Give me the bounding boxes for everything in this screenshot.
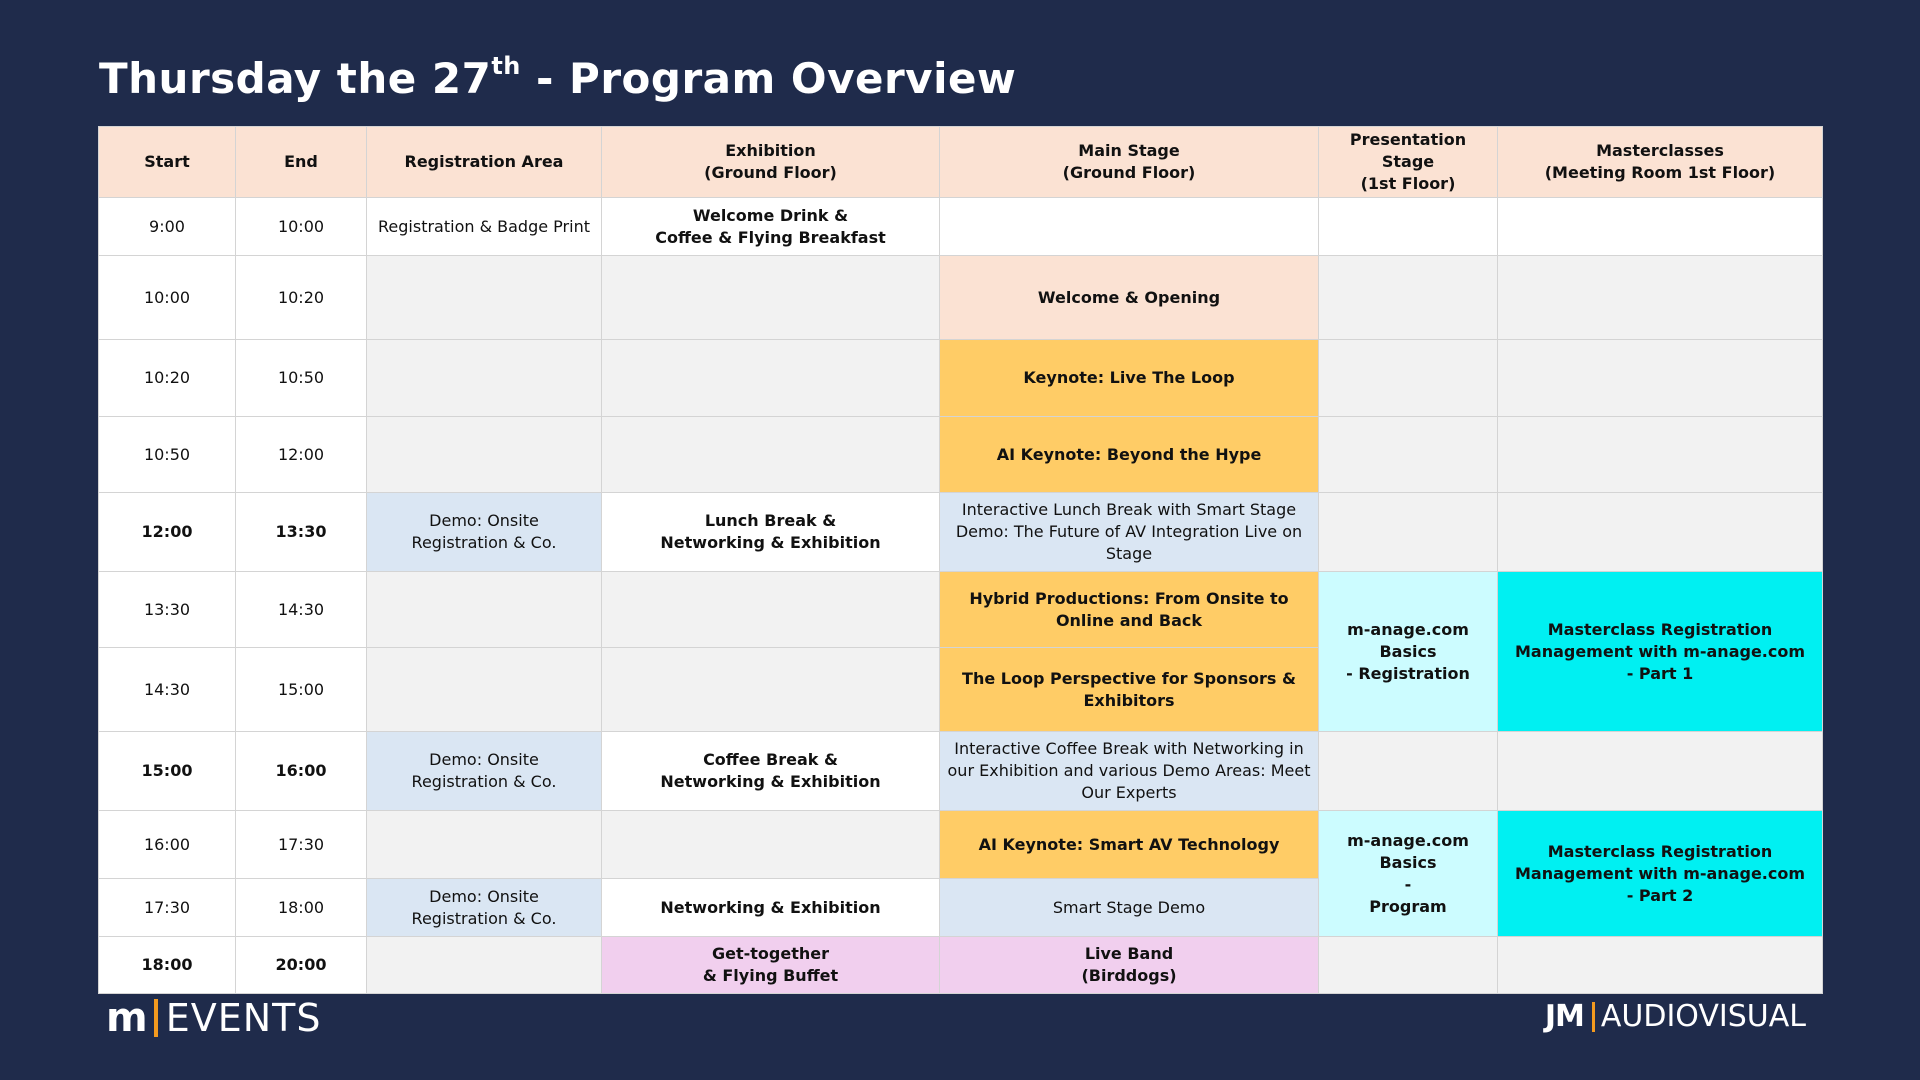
logo-mark-jm: JM <box>1544 999 1584 1034</box>
exhibition-cell <box>602 340 940 417</box>
exhibition-cell <box>602 256 940 340</box>
registration-cell <box>367 340 602 417</box>
exhibition-cell <box>602 648 940 732</box>
header-presentation-stage: Presentation Stage (1st Floor) <box>1319 127 1498 198</box>
start-time: 17:30 <box>99 879 236 937</box>
start-time: 10:00 <box>99 256 236 340</box>
table-row <box>99 417 1823 493</box>
exhibition-cell <box>602 811 940 879</box>
start-time: 18:00 <box>99 937 236 994</box>
page-title <box>99 54 1016 103</box>
masterclass-cell <box>1498 256 1823 340</box>
exhibition-cell <box>602 417 940 493</box>
masterclass-cell <box>1498 937 1823 994</box>
main-stage-cell: The Loop Perspective for Sponsors & Exhibitors <box>940 648 1319 732</box>
table-row <box>99 572 1823 648</box>
end-time: 13:30 <box>236 493 367 572</box>
start-time: 13:30 <box>99 572 236 648</box>
start-time: 15:00 <box>99 732 236 811</box>
table-row <box>99 340 1823 417</box>
main-stage-cell: AI Keynote: Beyond the Hype <box>940 417 1319 493</box>
masterclass-cell <box>1498 732 1823 811</box>
end-time: 10:20 <box>236 256 367 340</box>
end-time: 20:00 <box>236 937 367 994</box>
table-row <box>99 256 1823 340</box>
main-stage-cell: Keynote: Live The Loop <box>940 340 1319 417</box>
table-row <box>99 937 1823 994</box>
start-time: 12:00 <box>99 493 236 572</box>
end-time: 10:50 <box>236 340 367 417</box>
exhibition-cell: Lunch Break & Networking & Exhibition <box>602 493 940 572</box>
registration-cell <box>367 417 602 493</box>
table-row <box>99 732 1823 811</box>
start-time: 10:20 <box>99 340 236 417</box>
main-stage-cell: Hybrid Productions: From Onsite to Online and Back <box>940 572 1319 648</box>
main-stage-cell: Interactive Lunch Break with Smart Stage Demo: The Future of AV Integration Live on Stage <box>940 493 1319 572</box>
main-stage-cell: Welcome & Opening <box>940 256 1319 340</box>
presentation-cell <box>1319 340 1498 417</box>
masterclass-cell: Masterclass Registration Management with m-anage.com - Part 2 <box>1498 811 1823 937</box>
presentation-cell: m-anage.com Basics - Registration <box>1319 572 1498 732</box>
main-stage-cell <box>940 198 1319 256</box>
header-exhibition: Exhibition (Ground Floor) <box>602 127 940 198</box>
masterclass-cell <box>1498 340 1823 417</box>
presentation-cell <box>1319 493 1498 572</box>
masterclass-cell <box>1498 417 1823 493</box>
title-suffix: - Program Overview <box>520 54 1017 103</box>
main-stage-cell: Live Band (Birddogs) <box>940 937 1319 994</box>
header-row <box>99 127 1823 198</box>
header-start: Start <box>99 127 236 198</box>
start-time: 10:50 <box>99 417 236 493</box>
main-stage-cell: Smart Stage Demo <box>940 879 1319 937</box>
start-time: 14:30 <box>99 648 236 732</box>
presentation-cell <box>1319 732 1498 811</box>
m-events-logo <box>106 996 321 1040</box>
program-table <box>98 126 1823 994</box>
header-masterclasses: Masterclasses (Meeting Room 1st Floor) <box>1498 127 1823 198</box>
presentation-cell <box>1319 417 1498 493</box>
header-end: End <box>236 127 367 198</box>
end-time: 16:00 <box>236 732 367 811</box>
registration-cell <box>367 256 602 340</box>
masterclass-cell: Masterclass Registration Management with m-anage.com - Part 1 <box>1498 572 1823 732</box>
registration-cell <box>367 811 602 879</box>
logo-mark-m: m <box>106 995 148 1041</box>
table-row <box>99 198 1823 256</box>
logo-word-audiovisual: AUDIOVISUAL <box>1600 999 1806 1034</box>
registration-cell <box>367 572 602 648</box>
main-stage-cell: Interactive Coffee Break with Networking in our Exhibition and various Demo Areas: Meet Our Experts <box>940 732 1319 811</box>
presentation-cell: m-anage.com Basics - Program <box>1319 811 1498 937</box>
jm-audiovisual-logo <box>1545 1000 1806 1034</box>
exhibition-cell: Networking & Exhibition <box>602 879 940 937</box>
end-time: 12:00 <box>236 417 367 493</box>
main-stage-cell: AI Keynote: Smart AV Technology <box>940 811 1319 879</box>
end-time: 10:00 <box>236 198 367 256</box>
registration-cell: Demo: Onsite Registration & Co. <box>367 879 602 937</box>
exhibition-cell: Get-together & Flying Buffet <box>602 937 940 994</box>
logo-divider <box>1592 1002 1595 1032</box>
masterclass-cell <box>1498 493 1823 572</box>
header-main-stage: Main Stage (Ground Floor) <box>940 127 1319 198</box>
header-registration-area: Registration Area <box>367 127 602 198</box>
end-time: 17:30 <box>236 811 367 879</box>
logo-word-events: EVENTS <box>165 996 322 1040</box>
presentation-cell <box>1319 937 1498 994</box>
registration-cell <box>367 937 602 994</box>
registration-cell <box>367 648 602 732</box>
registration-cell: Demo: Onsite Registration & Co. <box>367 493 602 572</box>
masterclass-cell <box>1498 198 1823 256</box>
exhibition-cell: Coffee Break & Networking & Exhibition <box>602 732 940 811</box>
presentation-cell <box>1319 256 1498 340</box>
title-superscript: th <box>491 52 521 80</box>
registration-cell: Demo: Onsite Registration & Co. <box>367 732 602 811</box>
logo-divider <box>154 999 158 1037</box>
table-row <box>99 811 1823 879</box>
exhibition-cell: Welcome Drink & Coffee & Flying Breakfast <box>602 198 940 256</box>
start-time: 16:00 <box>99 811 236 879</box>
presentation-cell <box>1319 198 1498 256</box>
end-time: 15:00 <box>236 648 367 732</box>
start-time: 9:00 <box>99 198 236 256</box>
exhibition-cell <box>602 572 940 648</box>
end-time: 18:00 <box>236 879 367 937</box>
registration-cell: Registration & Badge Print <box>367 198 602 256</box>
table-row <box>99 493 1823 572</box>
end-time: 14:30 <box>236 572 367 648</box>
title-prefix: Thursday the 27 <box>99 54 492 103</box>
